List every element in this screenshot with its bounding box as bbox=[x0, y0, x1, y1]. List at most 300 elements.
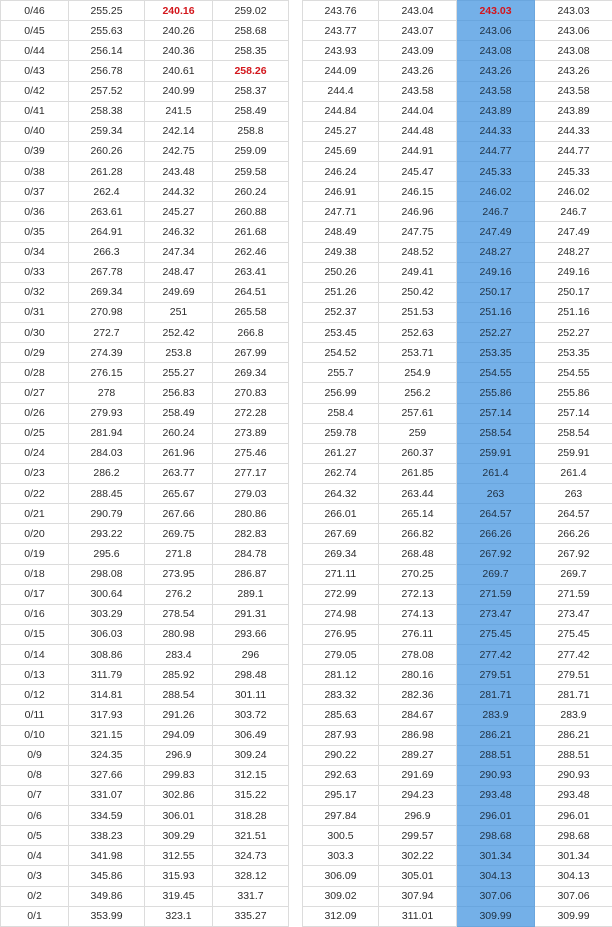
value-cell-g: 253.35 bbox=[535, 343, 612, 363]
value-cell-e: 307.94 bbox=[379, 886, 457, 906]
value-cell-c: 315.22 bbox=[213, 785, 289, 805]
value-cell-a: 260.26 bbox=[69, 141, 145, 161]
value-cell-e: 253.71 bbox=[379, 343, 457, 363]
value-cell-f: 277.42 bbox=[457, 645, 535, 665]
value-cell-b: 255.27 bbox=[145, 363, 213, 383]
value-cell-d: 261.27 bbox=[303, 443, 379, 463]
value-cell-c: 263.41 bbox=[213, 262, 289, 282]
column-gap bbox=[289, 61, 303, 81]
value-cell-c: 291.31 bbox=[213, 604, 289, 624]
row-label-cell: 0/26 bbox=[1, 403, 69, 423]
value-cell-g: 279.51 bbox=[535, 665, 612, 685]
value-cell-a: 272.7 bbox=[69, 323, 145, 343]
column-gap bbox=[289, 302, 303, 322]
value-cell-c: 284.78 bbox=[213, 544, 289, 564]
value-cell-d: 248.49 bbox=[303, 222, 379, 242]
value-cell-d: 276.95 bbox=[303, 624, 379, 644]
column-gap bbox=[289, 21, 303, 41]
value-cell-d: 256.99 bbox=[303, 383, 379, 403]
table-row bbox=[1, 423, 612, 443]
value-cell-g: 304.13 bbox=[535, 866, 612, 886]
value-cell-f: 246.02 bbox=[457, 182, 535, 202]
table-row bbox=[1, 141, 612, 161]
row-label-cell: 0/10 bbox=[1, 725, 69, 745]
value-cell-b: 248.47 bbox=[145, 262, 213, 282]
value-cell-f: 264.57 bbox=[457, 504, 535, 524]
value-cell-g: 277.42 bbox=[535, 645, 612, 665]
column-gap bbox=[289, 685, 303, 705]
value-cell-d: 243.93 bbox=[303, 41, 379, 61]
value-cell-b: 319.45 bbox=[145, 886, 213, 906]
value-cell-f: 244.77 bbox=[457, 141, 535, 161]
value-cell-c: 260.24 bbox=[213, 182, 289, 202]
value-cell-g: 244.33 bbox=[535, 121, 612, 141]
value-cell-c: 259.02 bbox=[213, 1, 289, 21]
row-label-cell: 0/7 bbox=[1, 785, 69, 805]
column-gap bbox=[289, 101, 303, 121]
column-gap bbox=[289, 624, 303, 644]
table-row bbox=[1, 182, 612, 202]
value-cell-g: 247.49 bbox=[535, 222, 612, 242]
value-cell-d: 271.11 bbox=[303, 564, 379, 584]
value-cell-f: 281.71 bbox=[457, 685, 535, 705]
value-cell-d: 287.93 bbox=[303, 725, 379, 745]
table-row bbox=[1, 262, 612, 282]
value-cell-c: 331.7 bbox=[213, 886, 289, 906]
value-cell-b: 246.32 bbox=[145, 222, 213, 242]
value-cell-d: 279.05 bbox=[303, 645, 379, 665]
value-cell-e: 252.63 bbox=[379, 323, 457, 343]
value-cell-a: 258.38 bbox=[69, 101, 145, 121]
value-cell-f: 251.16 bbox=[457, 302, 535, 322]
value-cell-e: 259 bbox=[379, 423, 457, 443]
value-cell-d: 262.74 bbox=[303, 463, 379, 483]
value-cell-g: 250.17 bbox=[535, 282, 612, 302]
value-cell-f: 290.93 bbox=[457, 765, 535, 785]
value-cell-c: 262.46 bbox=[213, 242, 289, 262]
column-gap bbox=[289, 886, 303, 906]
row-label-cell: 0/18 bbox=[1, 564, 69, 584]
value-cell-a: 266.3 bbox=[69, 242, 145, 262]
value-cell-e: 280.16 bbox=[379, 665, 457, 685]
value-cell-b: 251 bbox=[145, 302, 213, 322]
row-label-cell: 0/6 bbox=[1, 806, 69, 826]
value-cell-f: 293.48 bbox=[457, 785, 535, 805]
value-cell-e: 268.48 bbox=[379, 544, 457, 564]
value-cell-b: 283.4 bbox=[145, 645, 213, 665]
value-cell-b: 256.83 bbox=[145, 383, 213, 403]
value-cell-f: 304.13 bbox=[457, 866, 535, 886]
value-cell-f: 269.7 bbox=[457, 564, 535, 584]
value-cell-f: 263 bbox=[457, 484, 535, 504]
value-cell-d: 247.71 bbox=[303, 202, 379, 222]
value-cell-f: 271.59 bbox=[457, 584, 535, 604]
value-cell-c: 258.49 bbox=[213, 101, 289, 121]
value-cell-d: 251.26 bbox=[303, 282, 379, 302]
value-cell-a: 255.63 bbox=[69, 21, 145, 41]
row-label-cell: 0/33 bbox=[1, 262, 69, 282]
value-cell-e: 276.11 bbox=[379, 624, 457, 644]
value-cell-c: 277.17 bbox=[213, 463, 289, 483]
value-cell-a: 279.93 bbox=[69, 403, 145, 423]
column-gap bbox=[289, 262, 303, 282]
value-cell-e: 282.36 bbox=[379, 685, 457, 705]
row-label-cell: 0/16 bbox=[1, 604, 69, 624]
value-cell-f: 252.27 bbox=[457, 323, 535, 343]
table-row bbox=[1, 504, 612, 524]
value-cell-b: 241.5 bbox=[145, 101, 213, 121]
value-cell-g: 293.48 bbox=[535, 785, 612, 805]
value-cell-b: 252.42 bbox=[145, 323, 213, 343]
value-cell-c: 280.86 bbox=[213, 504, 289, 524]
row-label-cell: 0/5 bbox=[1, 826, 69, 846]
value-cell-g: 246.02 bbox=[535, 182, 612, 202]
column-gap bbox=[289, 141, 303, 161]
row-label-cell: 0/9 bbox=[1, 745, 69, 765]
column-gap bbox=[289, 282, 303, 302]
value-cell-e: 263.44 bbox=[379, 484, 457, 504]
value-cell-d: 272.99 bbox=[303, 584, 379, 604]
table-row bbox=[1, 61, 612, 81]
value-cell-a: 317.93 bbox=[69, 705, 145, 725]
value-cell-e: 257.61 bbox=[379, 403, 457, 423]
value-cell-f: 286.21 bbox=[457, 725, 535, 745]
value-cell-e: 311.01 bbox=[379, 906, 457, 926]
value-cell-g: 246.7 bbox=[535, 202, 612, 222]
value-cell-d: 295.17 bbox=[303, 785, 379, 805]
value-cell-f: 255.86 bbox=[457, 383, 535, 403]
value-cell-c: 258.8 bbox=[213, 121, 289, 141]
value-cell-b: 260.24 bbox=[145, 423, 213, 443]
value-cell-c: 324.73 bbox=[213, 846, 289, 866]
value-cell-b: 288.54 bbox=[145, 685, 213, 705]
value-cell-e: 243.09 bbox=[379, 41, 457, 61]
value-cell-f: 288.51 bbox=[457, 745, 535, 765]
table-row bbox=[1, 242, 612, 262]
value-cell-b: 245.27 bbox=[145, 202, 213, 222]
value-cell-f: 245.33 bbox=[457, 162, 535, 182]
column-gap bbox=[289, 846, 303, 866]
value-cell-e: 291.69 bbox=[379, 765, 457, 785]
value-cell-b: 315.93 bbox=[145, 866, 213, 886]
value-cell-g: 271.59 bbox=[535, 584, 612, 604]
value-cell-c: 272.28 bbox=[213, 403, 289, 423]
column-gap bbox=[289, 826, 303, 846]
table-row bbox=[1, 101, 612, 121]
column-gap bbox=[289, 323, 303, 343]
table-row bbox=[1, 866, 612, 886]
value-cell-e: 261.85 bbox=[379, 463, 457, 483]
value-cell-f: 254.55 bbox=[457, 363, 535, 383]
value-cell-g: 263 bbox=[535, 484, 612, 504]
value-cell-g: 245.33 bbox=[535, 162, 612, 182]
value-cell-b: 253.8 bbox=[145, 343, 213, 363]
column-gap bbox=[289, 363, 303, 383]
value-cell-c: 282.83 bbox=[213, 524, 289, 544]
column-gap bbox=[289, 765, 303, 785]
value-cell-g: 283.9 bbox=[535, 705, 612, 725]
value-cell-g: 243.26 bbox=[535, 61, 612, 81]
value-cell-g: 244.77 bbox=[535, 141, 612, 161]
value-cell-a: 276.15 bbox=[69, 363, 145, 383]
row-label-cell: 0/39 bbox=[1, 141, 69, 161]
value-cell-g: 252.27 bbox=[535, 323, 612, 343]
table-row bbox=[1, 21, 612, 41]
row-label-cell: 0/32 bbox=[1, 282, 69, 302]
table-row bbox=[1, 745, 612, 765]
row-label-cell: 0/44 bbox=[1, 41, 69, 61]
row-label-cell: 0/13 bbox=[1, 665, 69, 685]
value-cell-f: 301.34 bbox=[457, 846, 535, 866]
column-gap bbox=[289, 665, 303, 685]
value-cell-c: 298.48 bbox=[213, 665, 289, 685]
value-cell-d: 249.38 bbox=[303, 242, 379, 262]
value-cell-e: 246.96 bbox=[379, 202, 457, 222]
value-cell-a: 308.86 bbox=[69, 645, 145, 665]
row-label-cell: 0/20 bbox=[1, 524, 69, 544]
row-label-cell: 0/17 bbox=[1, 584, 69, 604]
value-cell-a: 256.14 bbox=[69, 41, 145, 61]
value-cell-b: 261.96 bbox=[145, 443, 213, 463]
value-cell-g: 243.89 bbox=[535, 101, 612, 121]
value-cell-g: 243.06 bbox=[535, 21, 612, 41]
value-cell-e: 256.2 bbox=[379, 383, 457, 403]
value-cell-f: 243.26 bbox=[457, 61, 535, 81]
column-gap bbox=[289, 242, 303, 262]
value-cell-c: 264.51 bbox=[213, 282, 289, 302]
value-cell-c: 335.27 bbox=[213, 906, 289, 926]
value-cell-a: 295.6 bbox=[69, 544, 145, 564]
value-cell-e: 286.98 bbox=[379, 725, 457, 745]
table-row bbox=[1, 725, 612, 745]
value-cell-a: 290.79 bbox=[69, 504, 145, 524]
value-cell-c: 293.66 bbox=[213, 624, 289, 644]
value-cell-c: 328.12 bbox=[213, 866, 289, 886]
value-cell-c: 265.58 bbox=[213, 302, 289, 322]
value-cell-b: 244.32 bbox=[145, 182, 213, 202]
value-cell-f: 247.49 bbox=[457, 222, 535, 242]
row-label-cell: 0/30 bbox=[1, 323, 69, 343]
value-cell-c: 301.11 bbox=[213, 685, 289, 705]
value-cell-b: 242.14 bbox=[145, 121, 213, 141]
value-cell-b: 296.9 bbox=[145, 745, 213, 765]
value-cell-a: 341.98 bbox=[69, 846, 145, 866]
table-row bbox=[1, 685, 612, 705]
column-gap bbox=[289, 343, 303, 363]
value-cell-d: 244.84 bbox=[303, 101, 379, 121]
column-gap bbox=[289, 544, 303, 564]
value-cell-e: 254.9 bbox=[379, 363, 457, 383]
table-row bbox=[1, 785, 612, 805]
value-cell-a: 281.94 bbox=[69, 423, 145, 443]
value-cell-c: 289.1 bbox=[213, 584, 289, 604]
value-cell-a: 331.07 bbox=[69, 785, 145, 805]
column-gap bbox=[289, 866, 303, 886]
value-cell-d: 300.5 bbox=[303, 826, 379, 846]
column-gap bbox=[289, 403, 303, 423]
value-cell-b: 299.83 bbox=[145, 765, 213, 785]
row-label-cell: 0/19 bbox=[1, 544, 69, 564]
value-cell-e: 294.23 bbox=[379, 785, 457, 805]
value-cell-c: 260.88 bbox=[213, 202, 289, 222]
value-cell-d: 258.4 bbox=[303, 403, 379, 423]
value-cell-b: 273.95 bbox=[145, 564, 213, 584]
value-cell-a: 262.4 bbox=[69, 182, 145, 202]
value-cell-g: 275.45 bbox=[535, 624, 612, 644]
value-cell-f: 267.92 bbox=[457, 544, 535, 564]
value-cell-d: 264.32 bbox=[303, 484, 379, 504]
value-cell-c: 296 bbox=[213, 645, 289, 665]
table-row bbox=[1, 343, 612, 363]
value-cell-a: 293.22 bbox=[69, 524, 145, 544]
value-cell-c: 270.83 bbox=[213, 383, 289, 403]
value-cell-e: 302.22 bbox=[379, 846, 457, 866]
column-gap bbox=[289, 202, 303, 222]
value-cell-a: 264.91 bbox=[69, 222, 145, 242]
value-cell-c: 275.46 bbox=[213, 443, 289, 463]
table-row bbox=[1, 443, 612, 463]
row-label-cell: 0/34 bbox=[1, 242, 69, 262]
value-cell-b: 269.75 bbox=[145, 524, 213, 544]
row-label-cell: 0/35 bbox=[1, 222, 69, 242]
table-row bbox=[1, 323, 612, 343]
value-cell-f: 273.47 bbox=[457, 604, 535, 624]
value-cell-d: 245.69 bbox=[303, 141, 379, 161]
value-cell-a: 288.45 bbox=[69, 484, 145, 504]
value-cell-a: 270.98 bbox=[69, 302, 145, 322]
value-cell-f: 243.89 bbox=[457, 101, 535, 121]
value-cell-b: 249.69 bbox=[145, 282, 213, 302]
value-cell-e: 247.75 bbox=[379, 222, 457, 242]
value-cell-d: 274.98 bbox=[303, 604, 379, 624]
value-cell-c: 261.68 bbox=[213, 222, 289, 242]
table-row bbox=[1, 363, 612, 383]
value-cell-a: 314.81 bbox=[69, 685, 145, 705]
value-cell-d: 246.24 bbox=[303, 162, 379, 182]
value-cell-f: 243.08 bbox=[457, 41, 535, 61]
table-row bbox=[1, 584, 612, 604]
value-cell-d: 292.63 bbox=[303, 765, 379, 785]
value-cell-a: 298.08 bbox=[69, 564, 145, 584]
value-cell-a: 338.23 bbox=[69, 826, 145, 846]
column-gap bbox=[289, 222, 303, 242]
value-cell-e: 243.58 bbox=[379, 81, 457, 101]
value-cell-c: 267.99 bbox=[213, 343, 289, 363]
value-cell-e: 260.37 bbox=[379, 443, 457, 463]
value-cell-b: 306.01 bbox=[145, 806, 213, 826]
value-cell-g: 269.7 bbox=[535, 564, 612, 584]
table-row bbox=[1, 282, 612, 302]
value-cell-f: 257.14 bbox=[457, 403, 535, 423]
value-cell-d: 259.78 bbox=[303, 423, 379, 443]
column-gap bbox=[289, 604, 303, 624]
value-cell-a: 255.25 bbox=[69, 1, 145, 21]
value-cell-d: 255.7 bbox=[303, 363, 379, 383]
row-label-cell: 0/2 bbox=[1, 886, 69, 906]
table-row bbox=[1, 1, 612, 21]
value-cell-e: 250.42 bbox=[379, 282, 457, 302]
row-label-cell: 0/38 bbox=[1, 162, 69, 182]
value-cell-b: 276.2 bbox=[145, 584, 213, 604]
row-label-cell: 0/4 bbox=[1, 846, 69, 866]
value-cell-b: 240.26 bbox=[145, 21, 213, 41]
value-cell-f: 258.54 bbox=[457, 423, 535, 443]
value-cell-e: 289.27 bbox=[379, 745, 457, 765]
value-cell-b: 265.67 bbox=[145, 484, 213, 504]
table-row bbox=[1, 846, 612, 866]
value-cell-e: 243.04 bbox=[379, 1, 457, 21]
row-label-cell: 0/8 bbox=[1, 765, 69, 785]
row-label-cell: 0/36 bbox=[1, 202, 69, 222]
value-cell-b: 240.16 bbox=[145, 1, 213, 21]
column-gap bbox=[289, 423, 303, 443]
value-cell-a: 321.15 bbox=[69, 725, 145, 745]
value-cell-c: 303.72 bbox=[213, 705, 289, 725]
value-cell-d: 303.3 bbox=[303, 846, 379, 866]
value-cell-a: 327.66 bbox=[69, 765, 145, 785]
value-cell-g: 249.16 bbox=[535, 262, 612, 282]
value-cell-d: 281.12 bbox=[303, 665, 379, 685]
row-label-cell: 0/12 bbox=[1, 685, 69, 705]
table-row bbox=[1, 162, 612, 182]
row-label-cell: 0/1 bbox=[1, 906, 69, 926]
value-cell-f: 309.99 bbox=[457, 906, 535, 926]
value-cell-e: 243.07 bbox=[379, 21, 457, 41]
value-cell-b: 291.26 bbox=[145, 705, 213, 725]
column-gap bbox=[289, 121, 303, 141]
value-cell-e: 244.04 bbox=[379, 101, 457, 121]
row-label-cell: 0/24 bbox=[1, 443, 69, 463]
value-cell-d: 245.27 bbox=[303, 121, 379, 141]
table-row bbox=[1, 906, 612, 926]
value-cell-b: 247.34 bbox=[145, 242, 213, 262]
table-row bbox=[1, 484, 612, 504]
value-cell-g: 307.06 bbox=[535, 886, 612, 906]
table-row bbox=[1, 806, 612, 826]
table-row bbox=[1, 202, 612, 222]
table-row bbox=[1, 403, 612, 423]
value-cell-b: 280.98 bbox=[145, 624, 213, 644]
value-cell-b: 294.09 bbox=[145, 725, 213, 745]
value-cell-g: 301.34 bbox=[535, 846, 612, 866]
column-gap bbox=[289, 645, 303, 665]
table-row bbox=[1, 302, 612, 322]
value-cell-a: 303.29 bbox=[69, 604, 145, 624]
value-cell-d: 283.32 bbox=[303, 685, 379, 705]
value-cell-g: 248.27 bbox=[535, 242, 612, 262]
value-cell-g: 298.68 bbox=[535, 826, 612, 846]
row-label-cell: 0/27 bbox=[1, 383, 69, 403]
row-label-cell: 0/43 bbox=[1, 61, 69, 81]
row-label-cell: 0/29 bbox=[1, 343, 69, 363]
row-label-cell: 0/28 bbox=[1, 363, 69, 383]
column-gap bbox=[289, 745, 303, 765]
value-cell-b: 240.61 bbox=[145, 61, 213, 81]
value-cell-a: 267.78 bbox=[69, 262, 145, 282]
value-cell-f: 253.35 bbox=[457, 343, 535, 363]
row-label-cell: 0/11 bbox=[1, 705, 69, 725]
value-cell-e: 278.08 bbox=[379, 645, 457, 665]
table-row bbox=[1, 81, 612, 101]
value-cell-c: 259.09 bbox=[213, 141, 289, 161]
row-label-cell: 0/31 bbox=[1, 302, 69, 322]
column-gap bbox=[289, 584, 303, 604]
row-label-cell: 0/40 bbox=[1, 121, 69, 141]
column-gap bbox=[289, 41, 303, 61]
value-cell-f: 248.27 bbox=[457, 242, 535, 262]
value-cell-f: 296.01 bbox=[457, 806, 535, 826]
value-cell-g: 243.03 bbox=[535, 1, 612, 21]
